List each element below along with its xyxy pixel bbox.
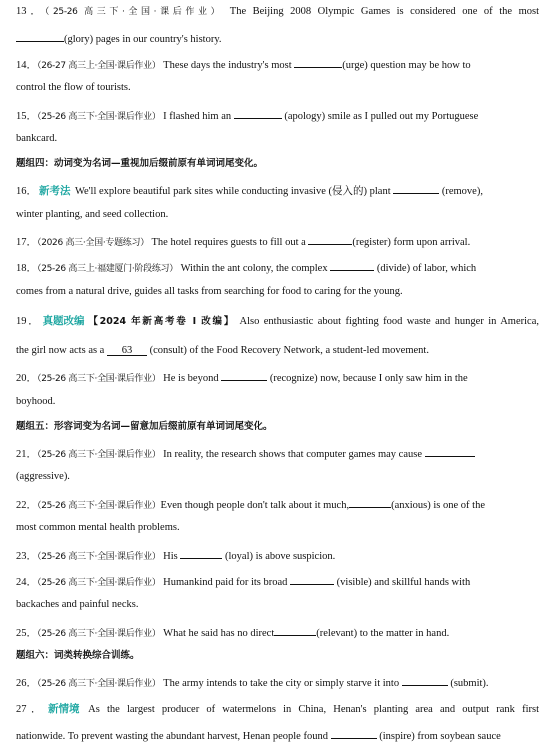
blank-18[interactable] [330,259,374,271]
blank-26[interactable] [402,674,448,686]
q21-line2: (aggressive). [16,471,70,482]
q21-line1: 21．（25-26 高三下·全国·课后作业） In reality, the research shows that computer games may cause [16,445,539,461]
blank-22[interactable] [349,496,391,508]
group5-heading: 题组五：形容词变为名词—留意加后缀前原有单词词尾变化。 [16,421,273,432]
q18-line1: 18．（25-26 高三上·福建厦门·阶段练习） Within the ant colony, the complex (divide) of labor, which [16,259,539,275]
q19-line1: 19． 真题改编 【2024 年新高考卷 I 改编】 Also enthusiastic about fighting food waste and hunger in America, [16,315,539,327]
blank-21[interactable] [425,445,475,457]
q19-line2: the girl now acts as a 63 (consult) of the Food Recovery Network, a student-led movement. [16,345,429,356]
q22-line1: 22．（25-26 高三下·全国·课后作业）Even though people don't talk about it much, (anxious) is one of the [16,496,539,512]
q14-line1: 14．（26-27 高三上·全国·课后作业） These days the industry's most (urge) question may be how to [16,56,539,72]
blank-27[interactable] [331,727,377,739]
q16-line1: 16． 新考法 We'll explore beautiful park sites while conducting invasive (侵入的) plant (remove), [16,182,539,198]
q20-line2: boyhood. [16,396,56,407]
q22-line2: most common mental health problems. [16,522,180,533]
new-method-tag: 新考法 [39,185,71,197]
blank-15[interactable] [234,107,282,119]
q17-line1: 17．（2026 高三·全国·专题练习） The hotel requires guests to fill out a (register) form upon arrival. [16,233,539,249]
blank-23[interactable] [180,547,222,559]
blank-16[interactable] [393,182,439,194]
q23-line1: 23．（25-26 高三下·全国·课后作业） His (loyal) is above suspicion. [16,547,539,563]
group6-heading: 题组六：词类转换综合训练。 [16,650,140,661]
q15-line2: bankcard. [16,133,58,144]
q27-line2: nationwide. To prevent wasting the abundant harvest, Henan people found (inspire) from soybean sauce [16,727,539,743]
q18-line2: comes from a natural drive, guides all tasks from searching for food to caring for the young. [16,286,403,297]
q13-line1: 13．（25-26 高三下·全国·课后作业） The Beijing 2008 Olympic Games is considered one of the most [16,6,539,17]
q26-line1: 26．（25-26 高三下·全国·课后作业） The army intends to take the city or simply starve it into (submit). [16,674,539,690]
q24-line1: 24．（25-26 高三下·全国·课后作业） Humankind paid for its broad (visible) and skillful hands with [16,573,539,589]
blank-25[interactable] [274,624,316,636]
q27-line1: 27． 新情境 As the largest producer of watermelons in China, Henan's planting area and output rank first [16,703,539,715]
blank-17[interactable] [308,233,352,245]
blank-13[interactable] [16,30,64,42]
q14-line2: control the flow of tourists. [16,82,131,93]
new-context-tag: 新情境 [48,703,80,715]
blank-19[interactable]: 63 [107,344,147,356]
q15-line1: 15．（25-26 高三下·全国·课后作业） I flashed him an (apology) smile as I pulled out my Portuguese [16,107,539,123]
blank-14[interactable] [294,56,342,68]
q13-line2: (glory) pages in our country's history. [16,30,539,46]
q25-line1: 25．（25-26 高三下·全国·课后作业） What he said has no direct (relevant) to the matter in hand. [16,624,539,640]
group4-heading: 题组四：动词变为名词—重视加后缀前原有单词词尾变化。 [16,158,264,169]
blank-20[interactable] [221,369,267,381]
blank-24[interactable] [290,573,334,585]
q24-line2: backaches and painful necks. [16,599,139,610]
q20-line1: 20．（25-26 高三下·全国·课后作业） He is beyond (recognize) now, because I only saw him in the [16,369,539,385]
q16-line2: winter planting, and seed collection. [16,209,169,220]
real-exam-tag: 真题改编 [42,315,85,327]
